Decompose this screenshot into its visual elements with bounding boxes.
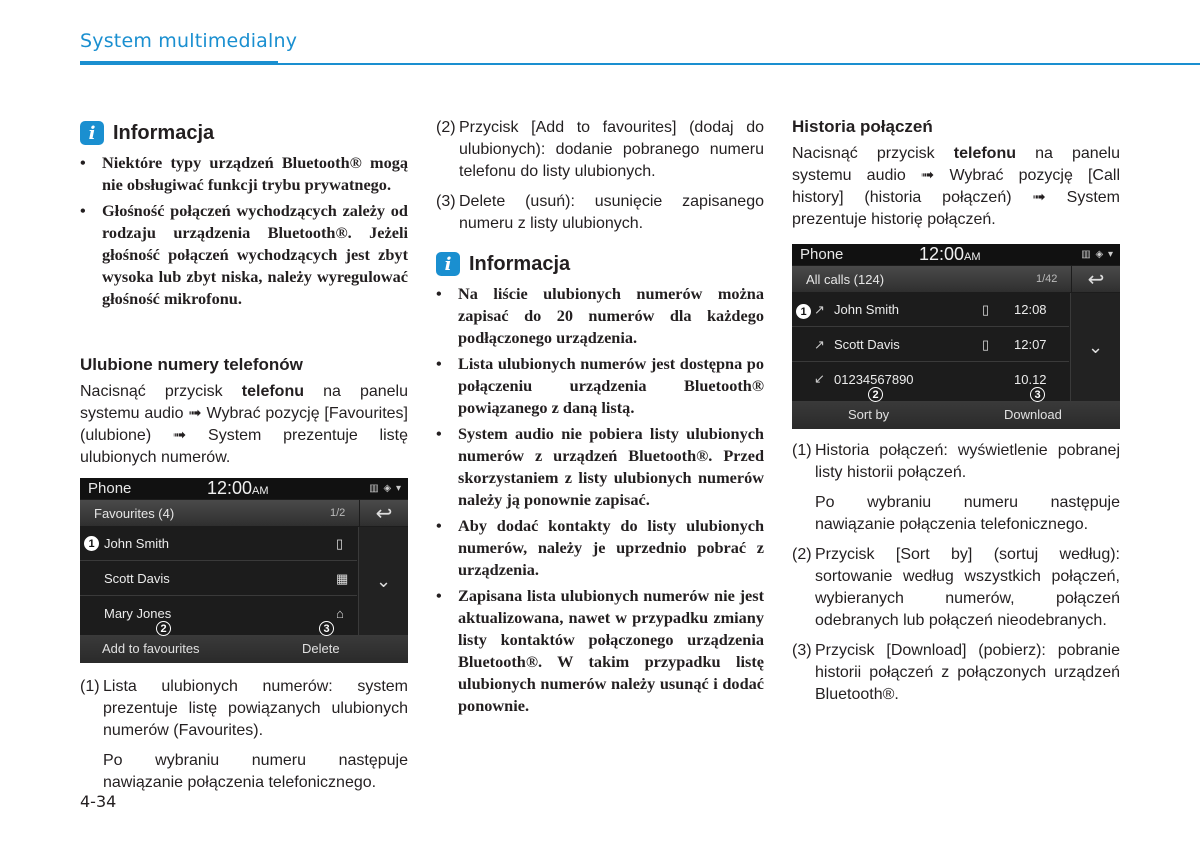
screen-app-name: Phone <box>88 480 132 497</box>
note-item: (3) Przycisk [Download] (pobierz): pobranie historii połączeń z połączonych urządzeń Bluetooth®. <box>792 642 1120 703</box>
info-bullet: • Głośność połączeń wychodzących zależy od rodzaju urządzenia Bluetooth®. Jeżeli głośność połączeń wychodzących jest zbyt wysoka lub zbyt niska, należy wyregulować głośność mikrofonu. <box>80 200 408 310</box>
download-button[interactable]: Download <box>1004 407 1062 422</box>
screen-footer <box>792 401 1120 429</box>
callout-3: 3 <box>319 621 334 636</box>
status-icons: ▥ ◈ ▾ <box>369 483 402 494</box>
info-bullet: • Na liście ulubionych numerów można zapisać do 20 numerów dla każdego podłączonego urządzenia. <box>436 283 764 349</box>
office-icon: ▦ <box>336 570 349 586</box>
list-header-bar <box>80 500 359 526</box>
favourites-screen <box>80 478 408 663</box>
callout-1: 1 <box>796 304 811 319</box>
favourites-notes <box>80 676 408 802</box>
page-indicator: 1/42 <box>1036 273 1058 285</box>
info-box-heading <box>436 252 570 276</box>
info-bullet: • Zapisana lista ulubionych numerów nie jest aktualizowana, nawet w przypadku zmiany listy kontaktów połączonego urządzenia Bluetooth®. W takim przypadku listę ulubionych numerów należy usunąć i dodać ponownie. <box>436 585 764 717</box>
info-bullet: • System audio nie pobiera listy ulubionych numerów z urządzeń Bluetooth®. Przed skorzystaniem z listy ulubionych numerów należy ją ponownie zapisać. <box>436 423 764 511</box>
scroll-down-icon[interactable]: ⌄ <box>1070 293 1120 401</box>
list-item[interactable]: Scott Davis ▦ <box>80 562 357 596</box>
favourites-instructions: Nacisnąć przycisk telefonu na panelu systemu audio ➟ Wybrać pozycję [Favourites] (ulubione) ➟ System prezentuje listę ulubionych numerów. <box>80 383 408 466</box>
info-title: Informacja <box>113 121 215 144</box>
call-time: 10.12 <box>1014 371 1047 387</box>
incoming-call-icon: ↙ <box>814 371 825 386</box>
favourites-notes-cont <box>436 117 764 243</box>
info-icon: i <box>436 252 460 276</box>
screen-clock: 12:00AM <box>207 478 269 498</box>
list-item[interactable]: ↙ 01234567890 10.12 <box>814 371 1047 387</box>
list-item[interactable]: ↗ John Smith ▯ 12:08 <box>792 293 1069 327</box>
mobile-icon: ▯ <box>982 336 990 352</box>
add-to-favourites-button[interactable]: Add to favourites <box>102 641 200 656</box>
list-item[interactable]: John Smith ▯ <box>80 527 357 561</box>
back-icon[interactable]: ↩ <box>1072 266 1120 292</box>
page-number: 4-34 <box>80 792 117 811</box>
info-bullet: • Lista ulubionych numerów jest dostępna po połączeniu urządzenia Bluetooth® powiązanego z daną listą. <box>436 353 764 419</box>
phone-button-label: telefonu <box>241 383 304 400</box>
screen-app-name: Phone <box>800 246 844 263</box>
callout-3: 3 <box>1030 387 1045 402</box>
header-accent-bar <box>80 61 278 65</box>
sort-by-button[interactable]: Sort by <box>848 407 890 422</box>
section-title: System multimedialny <box>80 30 298 52</box>
note-item: (1) Lista ulubionych numerów: system prezentuje listę powiązanych ulubionych numerów (Favourites). Po wybraniu numeru następuje nawiązanie połączenia telefonicznego. <box>80 678 408 791</box>
callout-2: 2 <box>868 387 883 402</box>
back-icon[interactable]: ↩ <box>360 500 408 526</box>
phone-button-label: telefonu <box>953 145 1016 162</box>
info-box-heading <box>80 121 214 145</box>
call-history-notes <box>792 440 1120 714</box>
note-item: (2) Przycisk [Add to favourites] (dodaj do ulubionych): dodanie pobranego numeru telefonu do listy ulubionych. <box>436 119 764 180</box>
info-title: Informacja <box>469 252 571 275</box>
list-header-bar <box>792 266 1071 292</box>
call-time: 12:08 <box>1014 302 1047 317</box>
call-history-screen <box>792 244 1120 429</box>
outgoing-call-icon: ↗ <box>814 336 825 352</box>
list-item[interactable]: ↗ Scott Davis ▯ 12:07 <box>792 328 1069 362</box>
mobile-icon: ▯ <box>982 301 990 317</box>
outgoing-call-icon: ↗ <box>814 301 825 317</box>
mobile-icon: ▯ <box>336 535 344 551</box>
info-bullet: • Aby dodać kontakty do listy ulubionych numerów, należy je uprzednio pobrać z urządzenia. <box>436 515 764 581</box>
section-heading-call-history: Historia połączeń <box>792 117 933 136</box>
call-time: 12:07 <box>1014 337 1047 352</box>
note-item: (1) Historia połączeń: wyświetlenie pobranej listy historii połączeń. Po wybraniu numeru następuje nawiązanie połączenia telefonicznego. <box>792 442 1120 533</box>
callout-2: 2 <box>156 621 171 636</box>
status-icons: ▥ ◈ ▾ <box>1081 249 1114 260</box>
info-icon: i <box>80 121 104 145</box>
callout-1: 1 <box>84 536 99 551</box>
screen-clock: 12:00AM <box>919 244 981 264</box>
call-history-instructions: Nacisnąć przycisk telefonu na panelu systemu audio ➟ Wybrać pozycję [Call history] (historia połączeń) ➟ System prezentuje historię połączeń. <box>792 145 1120 228</box>
note-item: (3) Delete (usuń): usunięcie zapisanego numeru z listy ulubionych. <box>436 193 764 232</box>
page-indicator: 1/2 <box>330 507 346 519</box>
list-title: Favourites (4) <box>94 505 175 521</box>
screen-status-bar <box>792 244 1120 265</box>
screen-footer <box>80 635 408 663</box>
section-heading-favourites: Ulubione numery telefonów <box>80 355 303 374</box>
delete-button[interactable]: Delete <box>302 641 340 656</box>
info-bullet: • Niektóre typy urządzeń Bluetooth® mogą nie obsługiwać funkcji trybu prywatnego. <box>80 152 408 196</box>
home-icon: ⌂ <box>336 605 344 621</box>
note-item: (2) Przycisk [Sort by] (sortuj według): sortowanie według wszystkich połączeń, wybieranych numerów, połączeń odebranych lub połączeń nieodebranych. <box>792 546 1120 629</box>
scroll-down-icon[interactable]: ⌄ <box>358 527 408 635</box>
list-title: All calls (124) <box>806 271 885 287</box>
info-bullet-list <box>80 152 408 314</box>
info-bullet-list <box>436 283 764 721</box>
list-item[interactable]: Mary Jones ⌂ <box>104 605 344 621</box>
screen-status-bar <box>80 478 408 499</box>
